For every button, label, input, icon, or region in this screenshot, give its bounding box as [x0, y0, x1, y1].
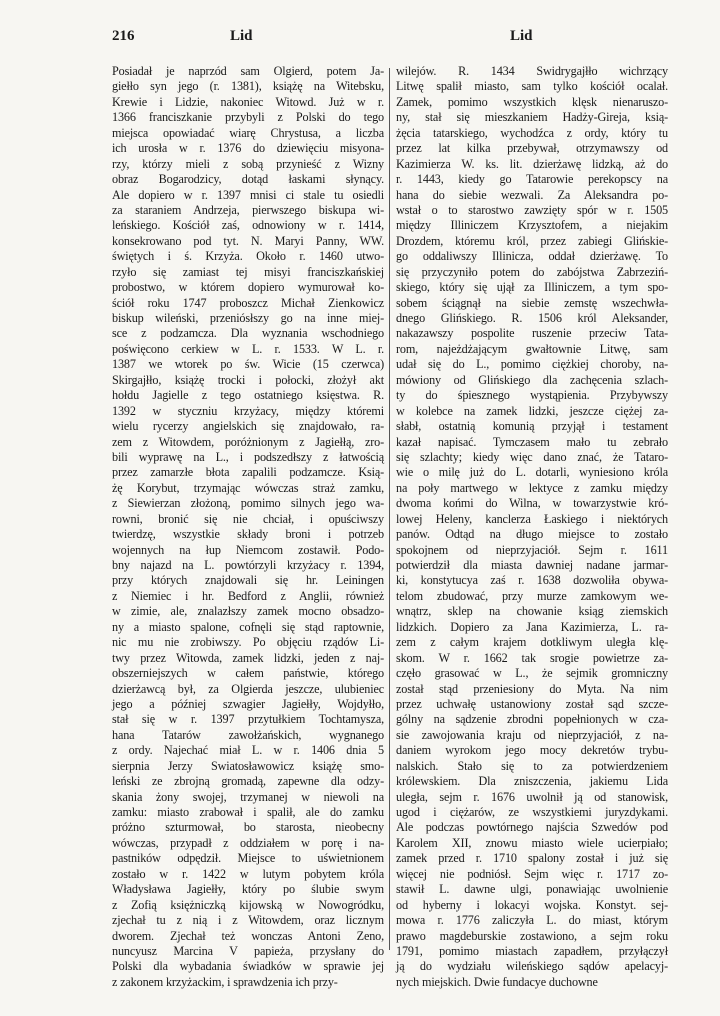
text-line: telom zbudować, przy murze zamkowym we-: [396, 588, 668, 603]
text-line: ich urosła w r. 1376 do dziewięciu misyona-: [112, 141, 384, 156]
text-line: sie zawojowania kraju od nieprzyjaciół, z na-: [396, 727, 668, 742]
text-line: został stąd przeniesiony do Myta. Na nim: [396, 681, 668, 696]
text-line: przez lat kilka przebywał, otrzymawszy od: [396, 141, 668, 156]
text-line: sierpnia Jerzy Swiatosławowicz książę smo-: [112, 758, 384, 773]
text-line: hana do siebie wezwali. Za Aleksandra po-: [396, 187, 668, 202]
text-line: słabł, ostatnią komunią przyjął i testament: [396, 419, 668, 434]
text-line: żę Korybut, trzymając wówczas straż zamku,: [112, 480, 384, 495]
text-line: wielu rycerzy angielskich się znajdowało, ra-: [112, 419, 384, 434]
text-line: sce z podzamcza. Dla wyznania wschodniego: [112, 326, 384, 341]
text-line: nic mu nie zrobiwszy. Po objęciu rządów Li-: [112, 635, 384, 650]
text-line: przez zamarzłe błota zapalili podzamcze. Ksią-: [112, 465, 384, 480]
text-line: konsekrowano pod tyt. N. Maryi Panny, WW.: [112, 233, 384, 248]
text-line: udał się do L., pomimo ciężkiej choroby, na-: [396, 357, 668, 372]
running-title-left: Lid: [230, 28, 253, 44]
text-line: na poły martwego w lektyce z zamku między: [396, 480, 668, 495]
text-line: Litwę spalił miasto, sam tylko kościół ocalał.: [396, 79, 668, 94]
text-line: w kolebce na zamek lidzki, jeszcze ciężej za-: [396, 403, 668, 418]
text-line: nakazawszy pospolite ruszenie przeciw Tata-: [396, 326, 668, 341]
text-line: biskup wileński, przeniósłszy go na inne miej-: [112, 311, 384, 325]
text-line: z zakonem krzyżackim, i sprawdzenia ich przy-: [112, 974, 338, 989]
text-line: królewskiem. Dla zniszczenia, jakiemu Lida: [396, 774, 668, 789]
text-line: skiego, który się ujął za Illiniczem, a tym spo-: [396, 280, 668, 295]
text-line: dzierżawcą był, za Olgierda jeszcze, ulubieniec: [112, 681, 384, 696]
text-line: mowa r. 1776 zaliczyła L. do miast, którym: [396, 913, 668, 928]
text-line: dnego Glińskiego. R. 1506 król Aleksander,: [396, 311, 668, 325]
text-line: stawił L. dawne ulgi, ponawiając uwolnienie: [396, 882, 668, 897]
text-line: hołdu Jagielle z tego ostatniego księstwa. R.: [112, 388, 384, 403]
text-line: ugod i ciężarów, ze wszystkiemi juryzdykami.: [396, 805, 668, 819]
text-line: 1392 w styczniu krzyżacy, między któremi: [112, 403, 384, 418]
text-line: lidzkich. Dopiero za Jana Kazimierza, L. ra-: [396, 619, 668, 634]
text-line: przy których znajdowali się hr. Leiningen: [112, 573, 384, 588]
text-line: przez uchwałę ustanowiony został sąd szcze-: [396, 696, 668, 711]
text-line: zostało w r. 1422 w lutym pobytem króla: [112, 866, 384, 881]
text-line: wojennych na łup Niemcom zostawił. Podo-: [112, 542, 384, 557]
text-line: mówiony od Glińskiego dla zachęcenia szlach-: [396, 372, 668, 387]
text-line: go oddaliwszy Illinicza, oddał dzierżawę. To: [396, 249, 668, 264]
text-line: potwierdził dla miasta dawniej nadane jarmar-: [396, 558, 668, 572]
text-line: Krewie i Lidzie, nakoniec Witowd. Już w r.: [112, 94, 384, 109]
text-line: panów. Odtąd na długo miejsce to zostało: [396, 527, 668, 542]
right-column: [396, 64, 668, 989]
text-line: skania żony swojej, trzymanej w niewoli na: [112, 789, 384, 804]
running-title-right: Lid: [510, 28, 533, 44]
text-line: więcej nie podniósł. Sejm więc r. 1717 zo-: [396, 866, 668, 881]
text-line: wówczas, przypadł z oddziałem w porę i na-: [112, 835, 384, 850]
text-line: skom. W r. 1662 tak srogie powietrze za-: [396, 650, 668, 665]
text-line: między Illiniczem Krzysztofem, a niejakim: [396, 218, 668, 233]
text-line: kazał napisać. Tymczasem mało tu zebrało: [396, 434, 668, 449]
text-line: uległa, sejm r. 1676 uwolnił ją od stanowisk,: [396, 789, 668, 804]
text-line: ty do śpiesznego wystąpienia. Przybywszy: [396, 388, 668, 403]
text-line: 1791, pomimo miastach zapadłem, przyłączył: [396, 943, 668, 958]
text-line: ki, konstytucya zaś r. 1638 dozwoliła obywa-: [396, 573, 668, 588]
page-number: 216: [112, 28, 135, 44]
text-line: obszerniejszych w całem państwie, którego: [112, 666, 384, 681]
text-line: bny najazd na L. powtórzyli krzyżacy r. 1394,: [112, 558, 384, 572]
text-line: ny a miasto spalone, cofnęli się stąd raptownie,: [112, 619, 384, 634]
text-line: Drozdem, któremu król, przez zabiegi Glińskie-: [396, 233, 668, 248]
text-line: świętych i ś. Krzyża. Około r. 1460 utwo-: [112, 249, 384, 264]
text-line: zjechał tu z nią i z Witowdem, oraz licznym: [112, 913, 384, 928]
text-line: giełło syn jego (r. 1381), książę na Witebsku,: [112, 79, 384, 94]
text-line: jego a później szwagier Jagiełły, Wojdyłło,: [112, 696, 384, 711]
text-line: sobem ściągnął na siebie zemstę wszechwła-: [396, 295, 668, 310]
text-line: leński ze zbrojną gromadą, zapewne dla odzy-: [112, 774, 384, 789]
text-line: Polski dla wybadania świadków w sprawie jej: [112, 959, 384, 974]
text-line: z Zofią księżniczką kijowską w Nowogródku,: [112, 897, 384, 912]
text-line: leńskiego. Kościół zaś, odnowiony w r. 1414,: [112, 218, 384, 233]
text-line: rom, najeżdżającym gwałtownie Litwę, sam: [396, 341, 668, 356]
text-line: pastników odpędził. Miejsce to uświetnionem: [112, 851, 384, 866]
text-columns: [112, 64, 668, 989]
text-line: próżno szturmował, bo starosta, nieobecny: [112, 820, 384, 835]
text-line: zamku: miasto zrabował i spalił, ale do zamku: [112, 805, 384, 819]
text-line: wilejów. R. 1434 Swidrygajłło wichrzący: [396, 64, 668, 78]
text-line: wnątrz, sklep na chowanie ksiąg ziemskich: [396, 604, 668, 619]
text-line: z Niemiec i hr. Bedford z Anglii, również: [112, 588, 384, 603]
text-line: Władysława Jagiełły, który po ślubie swym: [112, 882, 384, 897]
text-line: się przyczyniło potem do zabójstwa Zabrzeziń-: [396, 264, 668, 279]
text-line: Ale dopiero w r. 1397 mnisi ci stale tu osiedli: [112, 187, 384, 202]
column-rule: [389, 68, 390, 950]
text-line: z Siewierzan złożoną, pomimo silnych jego wa-: [112, 496, 384, 511]
text-line: zamek przed r. 1710 spalony został i już się: [396, 851, 668, 866]
text-line: częło grasować w L., że sejmik gromniczny: [396, 666, 668, 681]
text-line: obraz Bogarodzicy, dotąd łaskami słynący.: [112, 172, 384, 187]
text-line: spokojnem od nieprzyjaciół. Sejm r. 1611: [396, 542, 668, 557]
text-line: lowej Heleny, kanclerza Łaskiego i niektórych: [396, 511, 668, 526]
text-line: w zimie, ale, znalazłszy zamek mocno obsadzo-: [112, 604, 384, 619]
text-line: zem z całym krajem dotkliwym uległa klę-: [396, 635, 668, 650]
text-line: rowni, bronić się nie chciał, i opuściwszy: [112, 511, 384, 526]
text-line: żęcia tatarskiego, wychodźca z ordy, który tu: [396, 125, 668, 140]
text-line: wstał o to starostwo zawzięty spór w r. 1505: [396, 202, 668, 217]
text-line: ny, stał się mieszkaniem Hadży-Gireja, ksią-: [396, 110, 668, 125]
text-line: Skirgajłło, książę trocki i połocki, złożył akt: [112, 372, 384, 387]
text-line: bili wyprawę na L., i podszedłszy z łatwością: [112, 449, 384, 464]
text-line: twy przez Witowda, zamek lidzki, jeden z naj-: [112, 650, 384, 665]
text-line: 1387 we wtorek po św. Wicie (15 czerwca): [112, 357, 384, 372]
text-line: rzy, którzy mieli z sobą przynieść z Wizny: [112, 156, 384, 171]
text-line: się szlachty; kiedy więc dano znać, że Tataro-: [396, 449, 668, 464]
text-line: nych miejskich. Dwie fundacye duchowne: [396, 974, 598, 989]
text-line: dworem. Zjechał też wonczas Antoni Zeno,: [112, 928, 384, 943]
text-line: twierdzę, wszystkie składy broni i potrzeb: [112, 527, 384, 542]
text-line: miejsca opowiadać wiarę Chrystusa, a liczba: [112, 125, 384, 140]
text-line: poświęcono cerkiew w L. r. 1533. W L. r.: [112, 341, 384, 356]
text-line: gólny na sądzenie zbrodni popełnionych w cza-: [396, 712, 668, 727]
text-line: r. 1443, kiedy go Tatarowie perekopscy na: [396, 172, 668, 187]
text-line: za staraniem Andrzeja, pierwszego biskupa wi-: [112, 202, 384, 217]
text-line: stał się w r. 1397 przytułkiem Tochtamysza,: [112, 712, 384, 727]
text-line: wie o milę już do L. dotarli, wyniesiono króla: [396, 465, 668, 480]
text-line: nuncyusz Marcina V papieża, przysłany do: [112, 943, 384, 958]
text-line: 1366 franciszkanie przybyli z Polski do tego: [112, 110, 384, 125]
text-line: probostwo, w którem dopiero wymurował ko-: [112, 280, 384, 295]
text-line: Zamek, pomimo wszystkich klęsk nienaruszo-: [396, 94, 668, 109]
text-line: Kazimierza W. ks. lit. dzierżawę lidzką, aż do: [396, 156, 668, 171]
text-line: Posiadał je naprzód sam Olgierd, potem Ja-: [112, 64, 384, 78]
text-line: Karolem XII, znowu miasto wiele ucierpiało;: [396, 835, 668, 850]
text-line: od hyberny i lokacyi wojska. Konstyt. sej-: [396, 897, 668, 912]
text-line: zem z Witowdem, poróżnionym z Jagiełłą, zro-: [112, 434, 384, 449]
text-line: Ale podczas powtórnego najścia Szwedów pod: [396, 820, 668, 835]
text-line: rzyło się zamiast tej misyi franciszkańskiej: [112, 264, 384, 279]
text-line: daniem wyrokom jego mocy dekretów trybu-: [396, 743, 668, 758]
text-line: ją do wydziału wileńskiego sądów apelacyj-: [396, 959, 668, 974]
text-line: nalskich. Stało się to za potwierdzeniem: [396, 758, 668, 773]
running-head: [112, 28, 652, 50]
text-line: hana Tatarów zawołżańskich, wygnanego: [112, 727, 384, 742]
text-line: z ordy. Najechać miał L. w r. 1406 dnia 5: [112, 743, 384, 758]
left-column: [112, 64, 384, 989]
text-line: ściół roku 1747 proboszcz Michał Zienkowicz: [112, 295, 384, 310]
text-line: dwoma końmi do Wilna, w towarzystwie kró-: [396, 496, 668, 511]
text-line: prawo magdeburskie zostawiono, a sejm roku: [396, 928, 668, 943]
